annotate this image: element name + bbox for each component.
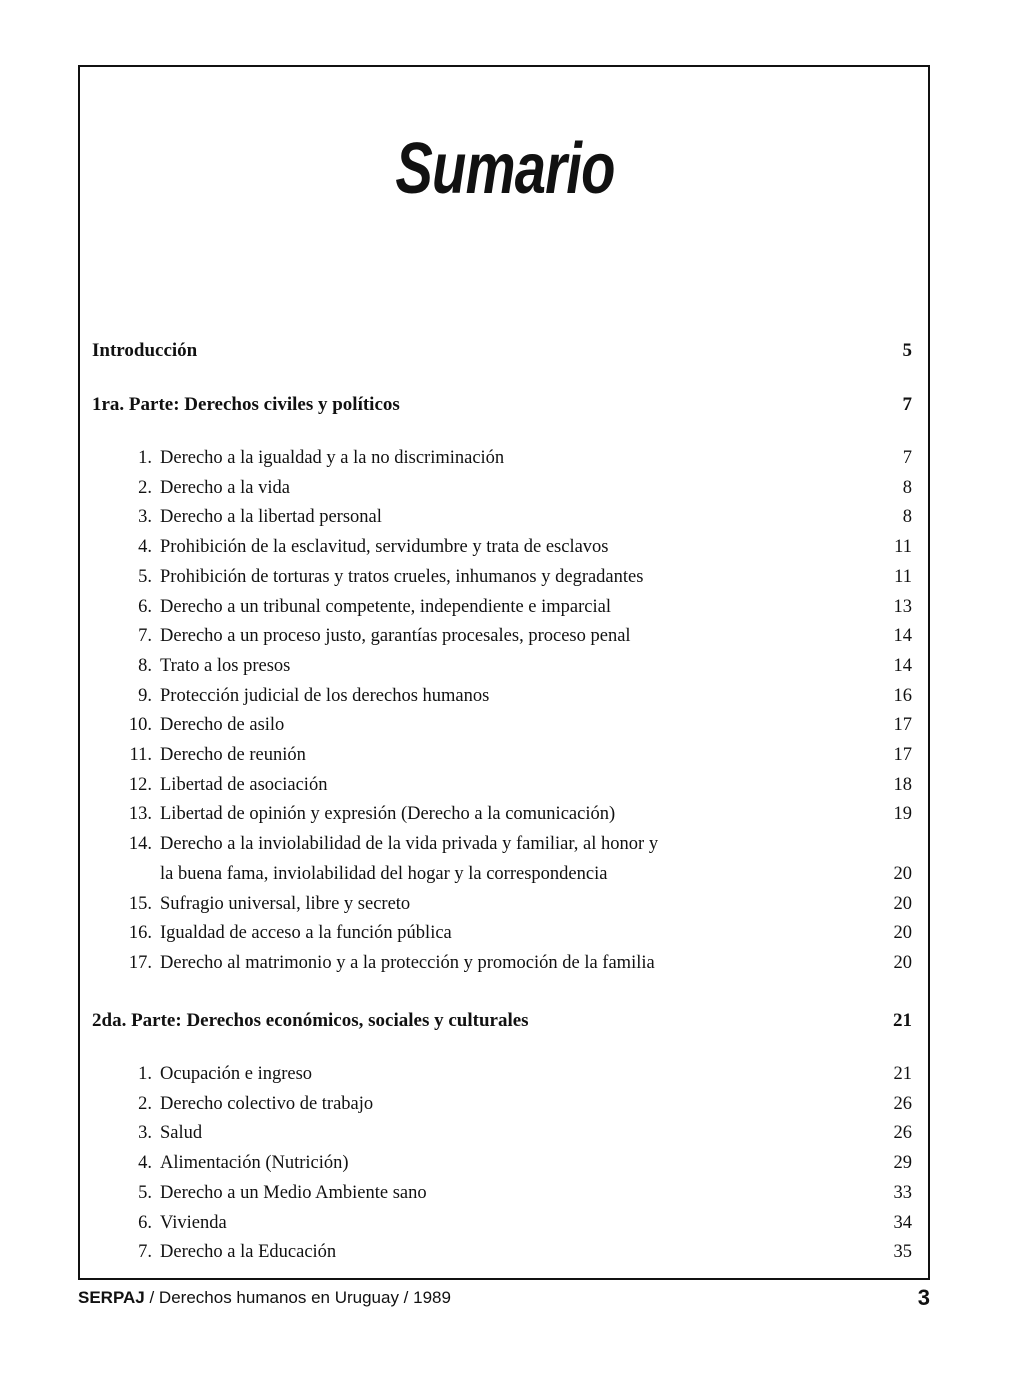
toc-part2-heading: [92, 1010, 912, 1040]
toc-item-page: 7: [902, 448, 912, 468]
toc-item-number: 3.: [138, 507, 152, 528]
toc-item-number: 5.: [138, 566, 152, 587]
toc-item-number: 4.: [138, 1153, 152, 1174]
toc-item-title: Igualdad de acceso a la función pública: [160, 923, 452, 944]
toc-item-number: 3.: [138, 1123, 152, 1144]
footer-publication: / Derechos humanos en Uruguay / 1989: [144, 1288, 451, 1307]
toc-item-page: 16: [893, 685, 912, 706]
toc-item-title: Derecho de asilo: [160, 715, 285, 736]
toc-item-number: 11.: [129, 745, 152, 765]
toc-item-page: 34: [893, 1212, 912, 1233]
toc-item: [92, 537, 912, 567]
toc-item-title: Sufragio universal, libre y secreto: [160, 893, 411, 914]
toc-item-title: Protección judicial de los derechos humanos: [160, 685, 490, 706]
toc-item-page: 14: [893, 626, 912, 647]
toc-item: [92, 745, 912, 775]
toc-item-title: Derecho a la vida: [160, 477, 290, 498]
toc-item-page: 20: [893, 893, 912, 914]
toc-item: [92, 804, 912, 834]
toc-item-title: Vivienda: [160, 1212, 227, 1233]
toc-item: [92, 1153, 912, 1183]
toc-item-title: Derecho a la igualdad y a la no discriminación: [160, 448, 505, 468]
toc-item: [92, 834, 912, 864]
toc-item-number: 4.: [138, 537, 152, 558]
toc-item: [92, 656, 912, 686]
footer-page-number: 3: [917, 1285, 930, 1310]
toc-item: [92, 864, 912, 894]
toc-item-page: 20: [893, 863, 912, 884]
toc-item: [92, 715, 912, 745]
toc-item-number: 13.: [128, 804, 152, 825]
toc-item-page: 33: [893, 1182, 912, 1203]
toc-item-title: Derecho a un tribunal competente, independiente e imparcial: [160, 596, 612, 617]
footer-org: SERPAJ: [78, 1288, 145, 1307]
toc-item-page: 11: [894, 566, 912, 587]
toc-item-title: Derecho a un Medio Ambiente sano: [160, 1182, 427, 1203]
toc-item-number: 2.: [138, 477, 152, 498]
toc-item-title: Prohibición de la esclavitud, servidumbre y trata de esclavos: [160, 537, 609, 558]
toc-item-page: 8: [902, 507, 912, 528]
toc-item-page: 19: [893, 804, 912, 825]
toc-item-title: Salud: [160, 1123, 203, 1144]
toc-item-title: Libertad de asociación: [160, 774, 328, 795]
toc-item-page: 13: [893, 596, 912, 617]
toc-item-title: Ocupación e ingreso: [160, 1064, 313, 1084]
toc-item-page: 35: [893, 1242, 912, 1263]
toc-item-page: 14: [893, 655, 912, 676]
toc-part1-heading: [92, 394, 912, 424]
toc-item-title: Derecho colectivo de trabajo: [160, 1093, 374, 1114]
toc-item-number: 2.: [138, 1093, 152, 1114]
toc-page-number: 5: [902, 340, 912, 361]
toc-item-title: Libertad de opinión y expresión (Derecho a la comunicación): [160, 804, 616, 825]
toc-item: [92, 1183, 912, 1213]
toc-item-number: 7.: [138, 626, 152, 647]
toc-item-title: Derecho a un proceso justo, garantías procesales, proceso penal: [160, 626, 631, 647]
toc-item-title: Derecho al matrimonio y a la protección y promoción de la familia: [160, 952, 655, 973]
toc-item-page: 26: [893, 1093, 912, 1114]
toc-item: [92, 1094, 912, 1124]
toc-item: [92, 775, 912, 805]
toc-item-title: Trato a los presos: [160, 655, 291, 676]
toc-item-title: Derecho de reunión: [160, 745, 306, 765]
toc-item: [92, 448, 912, 478]
toc-item-number: 15.: [128, 893, 152, 914]
toc-item-page: 8: [902, 477, 912, 498]
toc-item-number: 9.: [138, 685, 152, 706]
toc-item-page: 20: [893, 952, 912, 973]
toc-item-title: Derecho a la inviolabilidad de la vida privada y familiar, al honor y: [160, 834, 659, 855]
toc-item: [92, 1123, 912, 1153]
toc-entry-introduction: [92, 340, 912, 370]
toc-item: [92, 478, 912, 508]
toc-entry-label: 2da. Parte: Derechos económicos, sociales y culturales: [92, 1010, 529, 1031]
toc-item: [92, 567, 912, 597]
toc-item: [92, 953, 912, 983]
toc-item-number: 5.: [138, 1182, 152, 1203]
toc-item-title: Derecho a la libertad personal: [160, 507, 382, 528]
toc-item-page: 17: [893, 715, 912, 736]
toc-item-title: Prohibición de torturas y tratos crueles, inhumanos y degradantes: [160, 566, 644, 587]
toc-item: [92, 1242, 912, 1272]
toc-item-number: 7.: [138, 1242, 152, 1263]
toc-item-number: 17.: [128, 952, 152, 973]
toc-item-number: 16.: [128, 923, 152, 944]
toc-item: [92, 923, 912, 953]
toc-item-page: 11: [894, 537, 912, 558]
toc-item: [92, 597, 912, 627]
toc-item: [92, 1213, 912, 1243]
toc-item-number: 14.: [128, 834, 152, 855]
toc-entry-label: Introducción: [92, 340, 198, 361]
toc-item-page: 26: [893, 1123, 912, 1144]
toc-item-number: 10.: [128, 715, 152, 736]
toc-item-title: Alimentación (Nutrición): [160, 1153, 349, 1174]
toc-item-number: 6.: [138, 1212, 152, 1233]
toc-item: [92, 894, 912, 924]
toc-item-number: 12.: [128, 774, 152, 795]
toc-item: [92, 686, 912, 716]
page-footer: [78, 1285, 930, 1316]
toc-item-title: Derecho a la Educación: [160, 1242, 337, 1263]
toc-page-number: 7: [902, 394, 912, 415]
toc-item-page: 21: [893, 1064, 912, 1084]
toc-item: [92, 507, 912, 537]
toc-item-page: 29: [893, 1153, 912, 1174]
toc-item-number: 8.: [138, 655, 152, 676]
toc-item-number: 6.: [138, 596, 152, 617]
toc-item-page: 17: [893, 745, 912, 765]
page-title: Sumario: [395, 129, 615, 209]
toc-item-page: 20: [893, 923, 912, 944]
toc-item: [92, 626, 912, 656]
toc-item-page: 18: [893, 774, 912, 795]
toc-entry-label: 1ra. Parte: Derechos civiles y políticos: [92, 394, 400, 415]
toc-item-title: la buena fama, inviolabilidad del hogar y la correspondencia: [160, 863, 608, 884]
toc-item: [92, 1064, 912, 1094]
toc-page-number: 21: [893, 1010, 912, 1031]
toc-item-number: 1.: [138, 1064, 152, 1084]
toc-item-number: 1.: [138, 448, 152, 468]
